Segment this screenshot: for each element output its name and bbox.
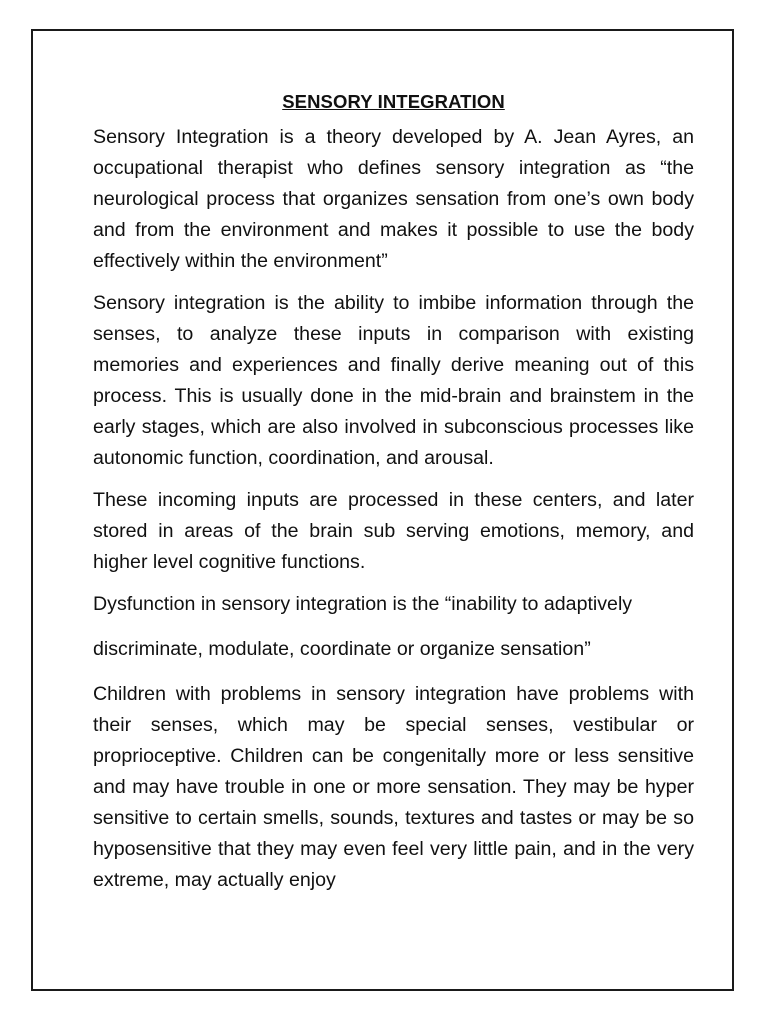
document-body [93, 90, 694, 907]
paragraph-processing: These incoming inputs are processed in these centers, and later stored in areas of the brain sub serving emotions, memory, and higher level cognitive functions. [93, 489, 694, 573]
paragraph-children: Children with problems in sensory integration have problems with their senses, which may be special senses, vestibular or proprioceptive. Children can be congenitally more or less sensitive and may have trouble in one or more sensation. They may be hyper sensitive to certain smells, sounds, textures and tastes or may be so hyposensitive that they may even feel very little pain, and in the very extreme, may actually enjoy [93, 683, 694, 891]
document-title: SENSORY INTEGRATION [282, 91, 505, 112]
paragraph-dysfunction-line-2: discriminate, modulate, coordinate or organize sensation” [93, 638, 591, 660]
paragraph-dysfunction-line-1: Dysfunction in sensory integration is the “inability to adaptively [93, 593, 633, 615]
paragraph-ability: Sensory integration is the ability to imbibe information through the senses, to analyze these inputs in comparison with existing memories and experiences and finally derive meaning out of this process. This is usually done in the mid-brain and brainstem in the early stages, which are also involved in subconscious processes like autonomic function, coordination, and arousal. [93, 292, 694, 469]
paragraph-definition: Sensory Integration is a theory developed by A. Jean Ayres, an occupational therapist who defines sensory integration as “the neurological process that organizes sensation from one’s own body and from the environment and makes it possible to use the body effectively within the environment” [93, 126, 694, 272]
